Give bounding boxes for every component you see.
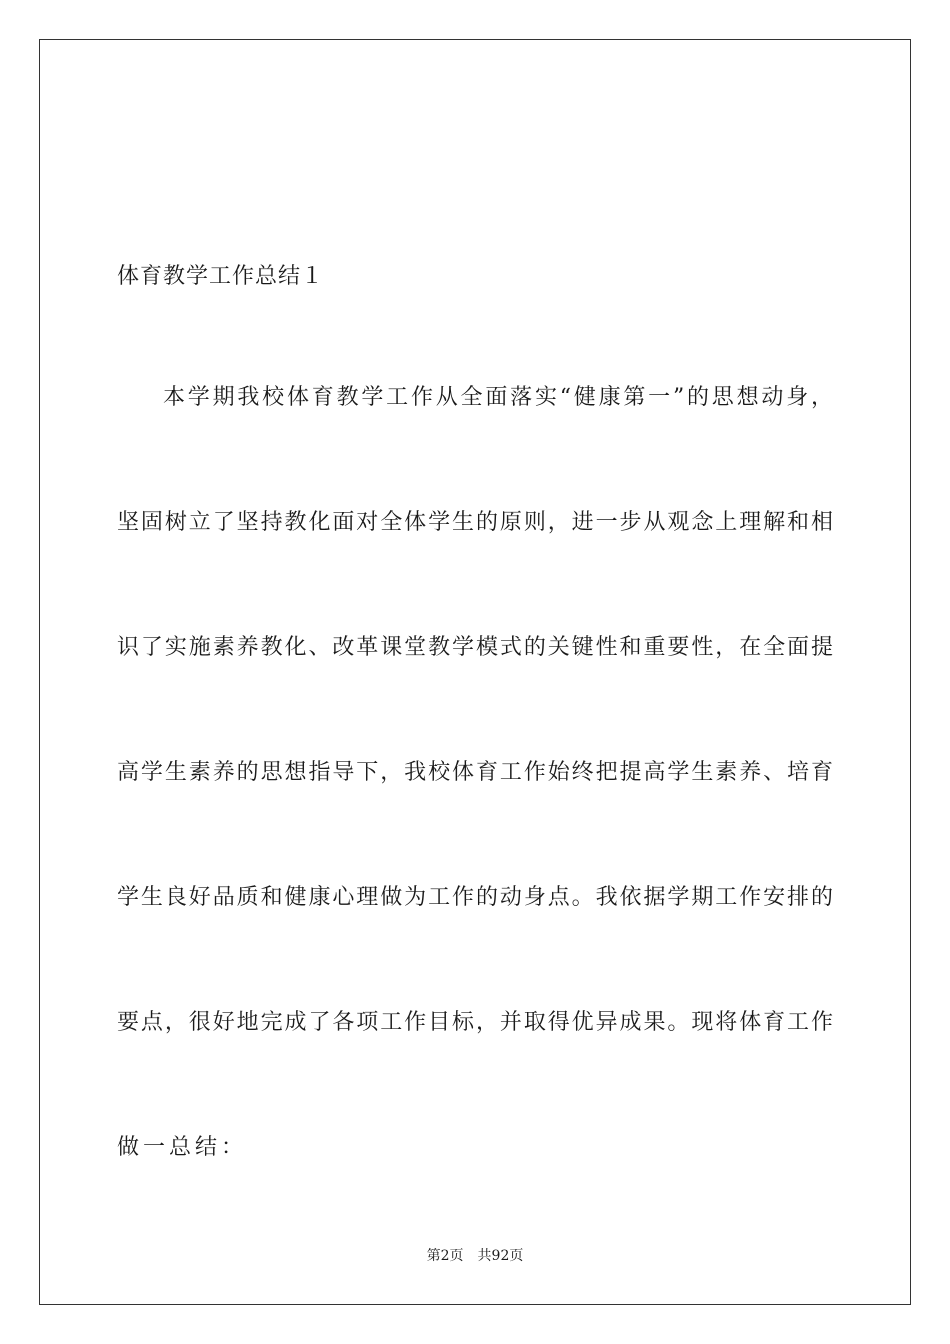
- paragraph-line-last: 做一总结：: [117, 1135, 248, 1160]
- page-number-footer: 第2页 共92页: [426, 1248, 524, 1264]
- paragraph-line: 坚固树立了坚持教化面对全体学生的原则，进一步从观念上理解和相: [117, 510, 833, 535]
- paragraph-line: 学生良好品质和健康心理做为工作的动身点。我依据学期工作安排的: [117, 885, 833, 910]
- paragraph-line: 识了实施素养教化、改革课堂教学模式的关键性和重要性，在全面提: [117, 635, 833, 660]
- page-border: [39, 39, 911, 1305]
- paragraph-line: 要点，很好地完成了各项工作目标，并取得优异成果。现将体育工作: [117, 1010, 833, 1035]
- document-title: 体育教学工作总结１: [117, 264, 325, 289]
- paragraph-line: 高学生素养的思想指导下，我校体育工作始终把提高学生素养、培育: [117, 760, 833, 785]
- paragraph-line: 本学期我校体育教学工作从全面落实“健康第一”的思想动身，: [163, 385, 833, 410]
